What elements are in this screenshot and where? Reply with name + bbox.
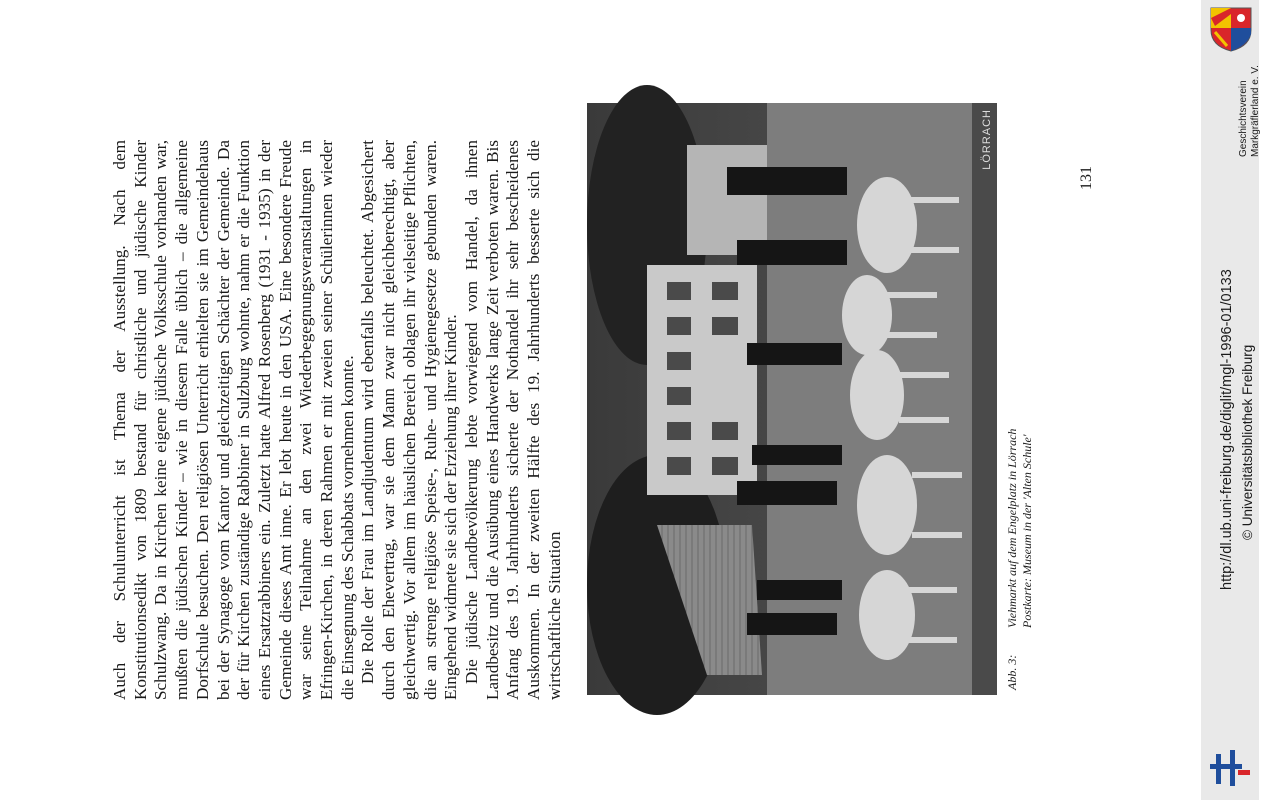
coat-of-arms-icon <box>1207 6 1255 52</box>
paragraph-schulunterricht: Auch der Schulunterricht ist Thema der Ausstellung. Nach dem Konstitutionsedikt von 1809 bestand für christliche und jüdische Kinder Schulzwang. Da in Kirchen keine eigene jüdische Volksschule vorhanden war, mußten die jüdischen Kinder – wie in diesem Falle üblich – die allgemeine Dorfschule besuchen. Den religiösen Unterricht erhielten sie im Gemeindehaus bei der Synagoge vom Kantor und gleichzeitigen Schächter der Gemeinde. Da der für Kirchen zuständige Rabbiner in Sulzburg wohnte, nahm er die Funktion eines Ersatzrabbiners ein. Zuletzt hatte Alfred Rosenberg (1931 - 1935) in der Gemeinde dieses Amt inne. Er lebt heute in den USA. Eine besondere Freude war seine Teilnahme an den zwei Wiederbegegnungsveranstaltungen in Efringen-Kirchen, in deren Rahmen er mit zweien seiner Schülerinnen wieder die Einsegnung des Schabbats vornehmen konnte. <box>110 140 357 700</box>
caption-title: Viehmarkt auf dem Engelplatz in Lörrach <box>1005 428 1019 628</box>
body-text <box>110 140 565 700</box>
page-content-rotated <box>100 0 1200 800</box>
society-name-line2: Markgräflerland e. V. <box>1250 65 1261 157</box>
society-name-line1: Geschichtsverein <box>1238 80 1249 157</box>
page-number: 131 <box>1078 166 1095 190</box>
caption-label: Abb. 3: <box>1005 654 1019 690</box>
document-url-link[interactable]: http://dl.ub.uni-freiburg.de/diglit/mgl-1996-01/0133 <box>1219 269 1235 590</box>
ub-freiburg-logo-icon[interactable] <box>1208 748 1252 788</box>
paragraph-landbevoelkerung: Die jüdische Landbevölkerung lebte vorwiegend vom Handel, da ihnen Landbesitz und die Ausübung eines Handwerks lange Zeit verboten waren. Bis Anfang des 19. Jahrhunderts sicherte der Nothandel ihr sehr bescheidenes Auskommen. In der zweiten Hälfte des 19. Jahrhunderts besserte sich die wirtschaftliche Situation <box>461 140 564 700</box>
paragraph-rolle-der-frau: Die Rolle der Frau im Landjudentum wird ebenfalls beleuchtet. Abgesichert durch den Ehevertrag, war sie dem Mann zwar nicht gleichberechtigt, aber gleichwertig. Vor allem im häuslichen Bereich oblagen ihr vielseitige Pflichten, die an strenge religiöse Speise-, Ruhe- und Hygienegesetze gebunden waren. Eingehend widmete sie sich der Erziehung ihrer Kinder. <box>358 140 461 700</box>
caption-source: Postkarte: Museum in der 'Alten Schule' <box>1020 434 1034 628</box>
scanned-page <box>100 0 1200 800</box>
photo-stamp-text: LÖRRACH <box>981 109 993 170</box>
copyright-notice: © Universitätsbibliothek Freiburg <box>1240 344 1255 540</box>
photo-drawing <box>587 103 997 695</box>
figure-caption <box>1005 130 1035 690</box>
historical-photo-cattle-market <box>587 103 997 695</box>
